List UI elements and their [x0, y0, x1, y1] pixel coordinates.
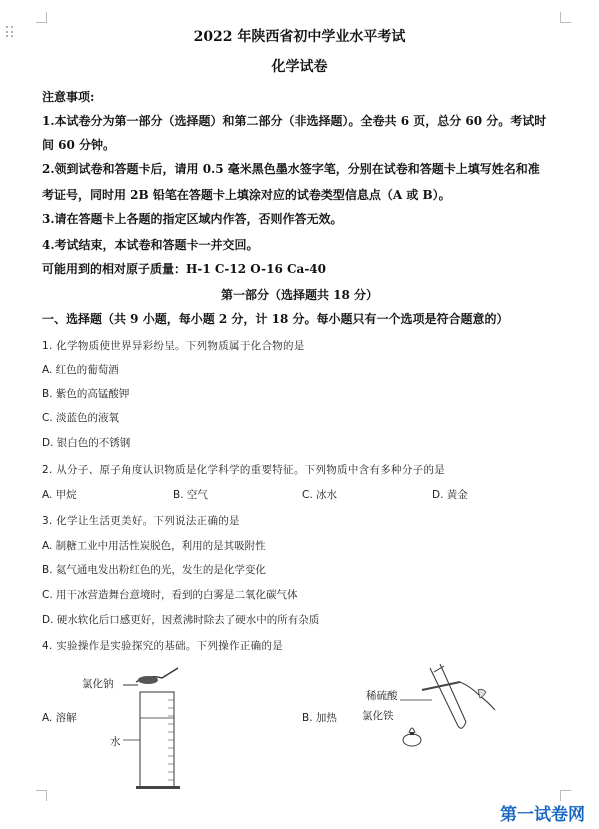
notice-line-1: 1.本试卷分为第一部分（选择题）和第二部分（非选择题）。全卷共 6 页，总分 60 分。考试时	[42, 114, 547, 128]
q3-option-b[interactable]: B. 氦气通电发出粉红色的光，发生的是化学变化	[42, 564, 266, 576]
alcohol-lamp-icon	[403, 728, 421, 746]
q2-option-a[interactable]: A. 甲烷	[42, 489, 77, 501]
notice-line-5: 3.请在答题卡上各题的指定区域内作答，否则作答无效。	[42, 212, 343, 226]
q3-option-c[interactable]: C. 用干冰营造舞台意境时，看到的白雾是二氧化碳气体	[42, 589, 298, 601]
q1-option-a[interactable]: A. 红色的葡萄酒	[42, 364, 119, 376]
q2-stem: 2. 从分子、原子角度认识物质是化学科学的重要特征。下列物质中含有多种分子的是	[42, 464, 446, 476]
part1-instructions: 一、选择题（共 9 小题，每小题 2 分，计 18 分。每小题只有一个选项是符合题意的）	[42, 312, 509, 326]
q1-option-d[interactable]: D. 银白色的不锈钢	[42, 437, 131, 449]
crop-mark-top-left	[36, 12, 47, 23]
notice-line-3: 2.领到试卷和答题卡后，请用 0.5 毫米黑色墨水签字笔，分别在试卷和答题卡上填写姓名和准	[42, 162, 540, 176]
q3-option-a[interactable]: A. 制糖工业中用活性炭脱色，利用的是其吸附性	[42, 540, 266, 552]
q2-option-d[interactable]: D. 黄金	[432, 489, 468, 501]
test-tube-icon	[400, 660, 510, 750]
q4b-label-salt: 氯化铁	[362, 710, 394, 722]
q1-stem: 1. 化学物质使世界异彩纷呈。下列物质属于化合物的是	[42, 340, 305, 352]
exam-subtitle: 化学试卷	[271, 59, 328, 75]
notice-line-2: 间 60 分钟。	[42, 138, 116, 152]
q1-option-c[interactable]: C. 淡蓝色的液氧	[42, 412, 120, 424]
crop-mark-bottom-left	[36, 790, 47, 801]
q2-option-b[interactable]: B. 空气	[173, 489, 208, 501]
beaker-icon	[118, 660, 208, 790]
site-watermark: 第一试卷网	[500, 805, 585, 825]
q4a-label-water: 水	[110, 736, 121, 748]
notice-line-6: 4.考试结束，本试卷和答题卡一并交回。	[42, 238, 259, 252]
q3-stem: 3. 化学让生活更美好。下列说法正确的是	[42, 515, 240, 527]
notice-heading: 注意事项:	[42, 90, 95, 104]
atomic-masses: 可能用到的相对原子质量：H-1 C-12 O-16 Ca-40	[42, 262, 327, 276]
crop-mark-top-right	[560, 12, 571, 23]
q4-stem: 4. 实验操作是实验探究的基础。下列操作正确的是	[42, 640, 284, 652]
part1-heading: 第一部分（选择题共 18 分）	[220, 288, 379, 302]
q2-option-c[interactable]: C. 冰水	[302, 489, 338, 501]
q4-option-a[interactable]: A. 溶解	[42, 712, 77, 724]
q4a-label-salt: 氯化钠	[82, 678, 114, 690]
exam-title: 2022 年陕西省初中学业水平考试	[193, 29, 406, 45]
notice-line-4: 考证号，同时用 2B 铅笔在答题卡上填涂对应的试卷类型信息点（A 或 B）。	[42, 188, 451, 202]
q4b-label-acid: 稀硫酸	[366, 690, 398, 702]
q1-option-b[interactable]: B. 紫色的高锰酸钾	[42, 388, 130, 400]
q3-option-d[interactable]: D. 硬水软化后口感更好，因煮沸时除去了硬水中的所有杂质	[42, 614, 320, 626]
q4-option-b[interactable]: B. 加热	[302, 712, 337, 724]
